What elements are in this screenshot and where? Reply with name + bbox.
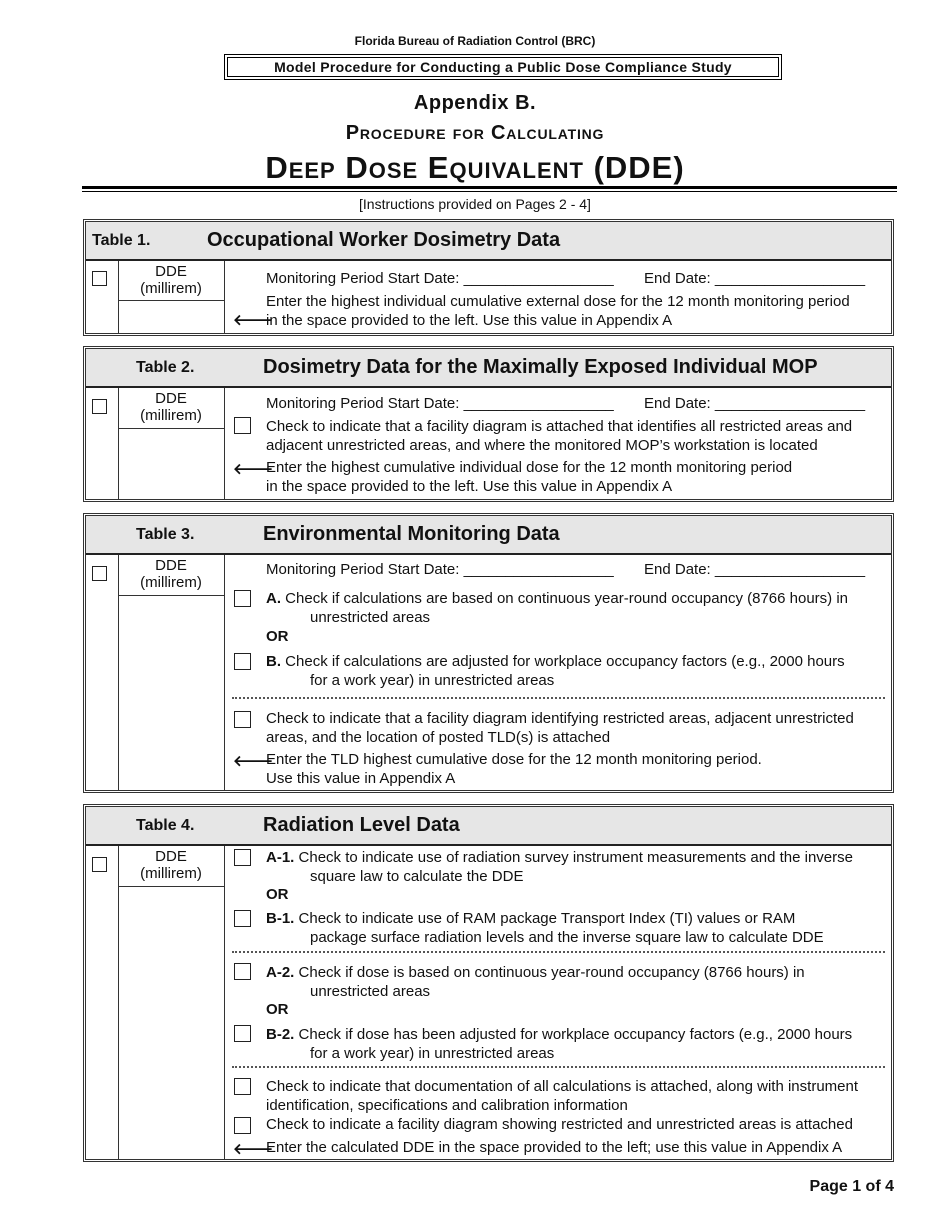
table-3-number: Table 3. [136,526,195,543]
table-4-diagram-text: Check to indicate a facility diagram showing restricted and unrestricted areas is attached [266,1116,853,1133]
table-3-header [86,516,891,555]
table-1-title: Occupational Worker Dosimetry Data [207,229,561,251]
table-1-enter-instruction: Enter the highest individual cumulative external dose for the 12 month monitoring period in the space provided to the left. Use this value in Appendix A [266,293,850,329]
arrow-left-icon: 🡐 [233,312,274,329]
appendix-heading: Appendix B. [413,92,537,114]
table-4-dde-checkbox[interactable] [92,857,107,872]
table-2-header [86,349,891,388]
table-3-title: Environmental Monitoring Data [263,523,560,545]
table-4-option-b2: B-2. Check if dose has been adjusted for workplace occupancy factors (e.g., 2000 hours for a work year) in unrestricted areas [266,1026,853,1062]
table-2-diagram-text: Check to indicate that a facility diagram is attached that identifies all restricted areas and adjacent unrestricted areas, and where the monitored MOP’s workstation is located [266,418,853,454]
table-1-header [86,222,891,261]
table-4-b2-checkbox[interactable] [234,1025,251,1042]
table-4-enter-instruction: Enter the calculated DDE in the space provided to the left; use this value in Appendix A [266,1139,843,1156]
table-4-option-a1: A-1. Check to indicate use of radiation survey instrument measurements and the inverse square law to calculate the DDE [266,849,853,885]
title-rule-thin [82,191,897,192]
table-3-option-b: B. Check if calculations are adjusted for workplace occupancy factors (e.g., 2000 hours for a work year) in unrestricted areas [266,653,845,689]
subtitle-box [224,54,782,80]
table-3-start-date[interactable]: Monitoring Period Start Date: __________________ [266,561,614,578]
document-subtitle: Model Procedure for Conducting a Public Dose Compliance Study [227,57,779,77]
table-3-enter-instruction: Enter the TLD highest cumulative dose for the 12 month monitoring period. Use this value in Appendix A [266,751,762,787]
dde-heading: Deep Dose Equivalent (DDE) [265,150,685,185]
table-4-diagram-checkbox[interactable] [234,1117,251,1134]
table-3-diagram-checkbox[interactable] [234,711,251,728]
table-1-end-date[interactable]: End Date: __________________ [644,270,866,287]
table-4-documentation-checkbox[interactable] [234,1078,251,1095]
table-4-number: Table 4. [136,817,195,834]
table-4-header [86,807,891,846]
table-1 [83,219,894,336]
table-2-title: Dosimetry Data for the Maximally Exposed Individual MOP [263,356,818,378]
title-rule-thick [82,186,897,189]
table-3-option-a: A. Check if calculations are based on continuous year-round occupancy (8766 hours) in unrestricted areas [266,590,849,626]
table-3-option-b-checkbox[interactable] [234,653,251,670]
table-4-or-2: OR [266,1001,289,1018]
instructions-note: [Instructions provided on Pages 2 - 4] [359,196,591,212]
table-3-end-date[interactable]: End Date: __________________ [644,561,866,578]
table-3-or: OR [266,628,289,645]
table-1-dde-label: DDE (millirem) [140,263,202,297]
table-2-dde-label: DDE (millirem) [140,390,202,424]
arrow-left-icon: 🡐 [233,753,274,770]
table-4 [83,804,894,1162]
table-2-number: Table 2. [136,359,195,376]
table-4-a1-checkbox[interactable] [234,849,251,866]
separator-dotted [232,1066,885,1068]
page-number: Page 1 of 4 [809,1178,894,1195]
table-4-option-b1: B-1. Check to indicate use of RAM package Transport Index (TI) values or RAM package surface radiation levels and the inverse square law to calculate DDE [266,910,824,946]
separator-dotted [232,951,885,953]
table-3-dde-label: DDE (millirem) [140,557,202,591]
table-2-start-date[interactable]: Monitoring Period Start Date: __________________ [266,395,614,412]
table-1-start-date[interactable]: Monitoring Period Start Date: __________________ [266,270,614,287]
table-4-or-1: OR [266,886,289,903]
arrow-left-icon: 🡐 [233,1141,274,1158]
table-3-dde-checkbox[interactable] [92,566,107,581]
table-1-number: Table 1. [92,232,151,249]
table-2-enter-instruction: Enter the highest cumulative individual dose for the 12 month monitoring period in the space provided to the left. Use this value in Appendix A [266,459,793,495]
table-4-option-a2: A-2. Check if dose is based on continuous year-round occupancy (8766 hours) in unrestricted areas [266,964,805,1000]
table-1-dde-checkbox[interactable] [92,271,107,286]
table-2-end-date[interactable]: End Date: __________________ [644,395,866,412]
procedure-heading: Procedure for Calculating [345,122,605,144]
table-4-dde-label: DDE (millirem) [140,848,202,882]
table-3-option-a-checkbox[interactable] [234,590,251,607]
table-2-diagram-checkbox[interactable] [234,417,251,434]
table-4-a2-checkbox[interactable] [234,963,251,980]
agency-name: Florida Bureau of Radiation Control (BRC) [354,34,596,48]
table-2-dde-checkbox[interactable] [92,399,107,414]
separator-dotted [232,697,885,699]
table-4-documentation-text: Check to indicate that documentation of all calculations is attached, along with instrument identification, specifications and calibration information [266,1078,859,1114]
table-3-diagram-text: Check to indicate that a facility diagram identifying restricted areas, adjacent unrestricted areas, and the location of posted TLD(s) is attached [266,710,854,746]
table-2 [83,346,894,502]
table-4-title: Radiation Level Data [263,814,460,836]
arrow-left-icon: 🡐 [233,461,274,478]
table-3 [83,513,894,793]
table-4-b1-checkbox[interactable] [234,910,251,927]
